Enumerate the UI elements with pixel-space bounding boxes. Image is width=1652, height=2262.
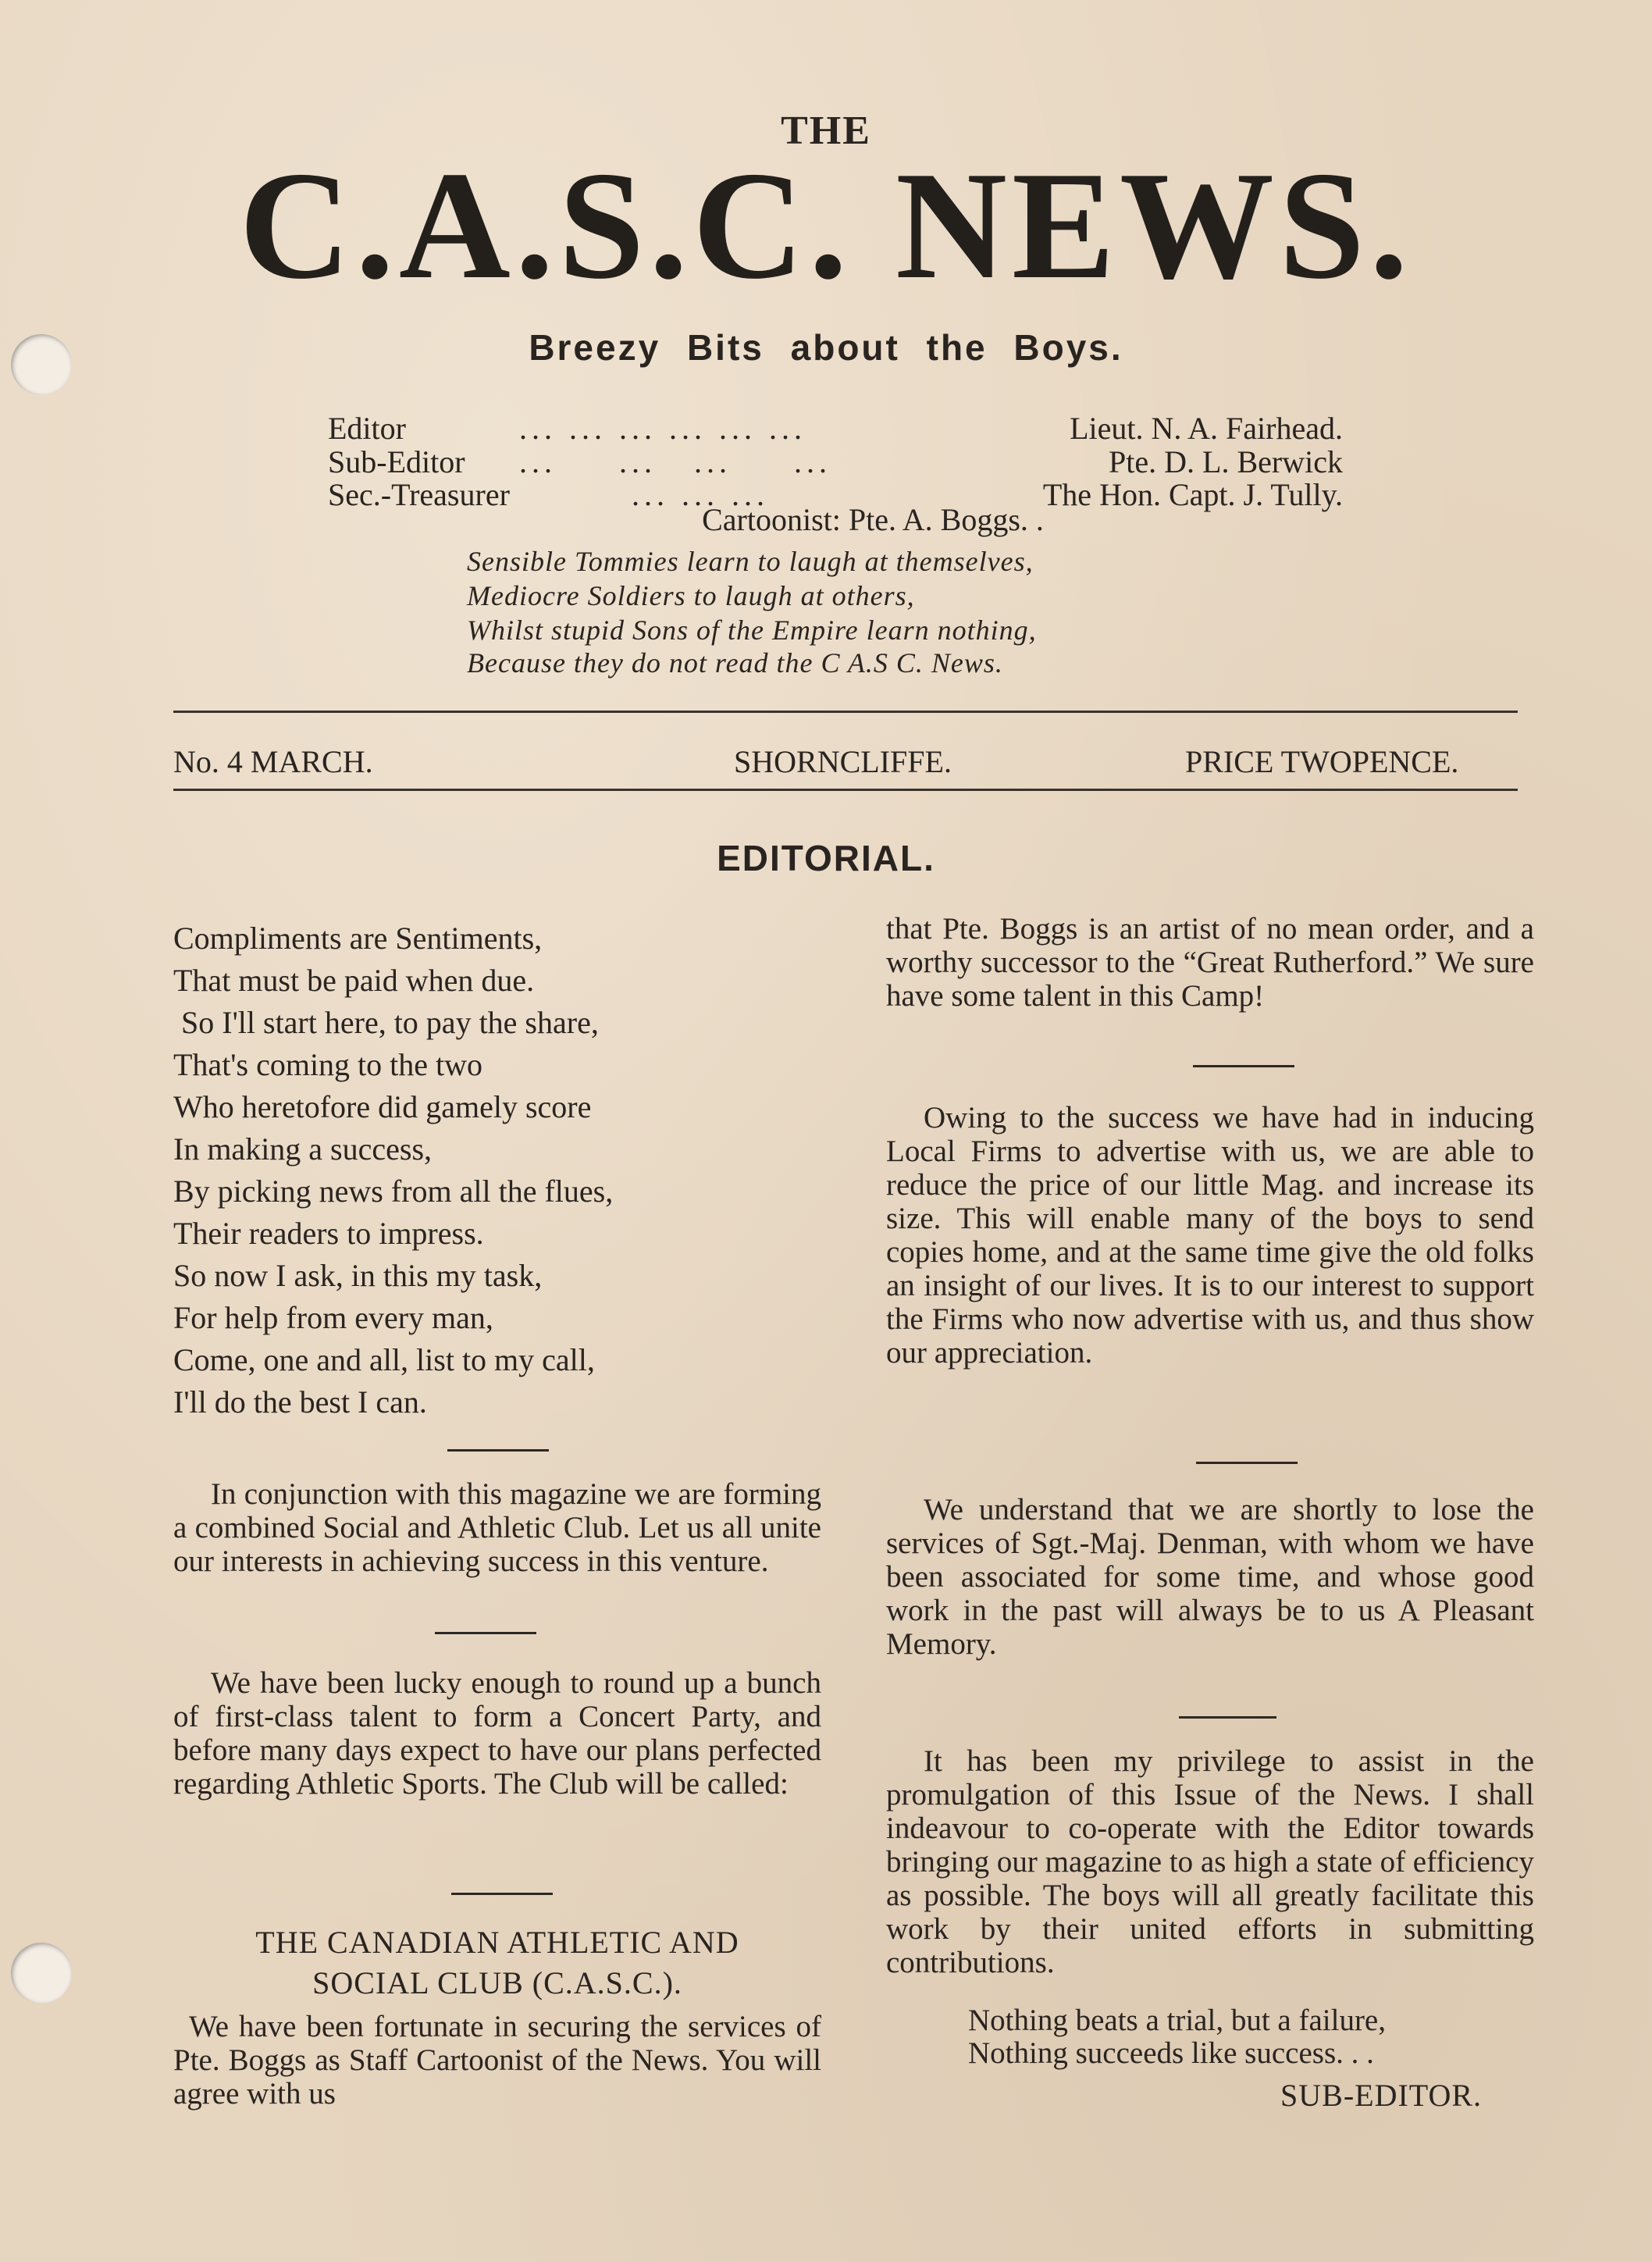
motto-line: Whilst stupid Sons of the Empire learn nothing, [467,614,1037,646]
club-name [173,1922,821,2004]
masthead-the: THE [781,109,871,153]
verse-line: In making a success, [173,1131,433,1167]
staff-name: Pte. D. L. Berwick [1109,444,1343,479]
verse-line: Their readers to impress. [173,1216,484,1251]
verse-line: Compliments are Sentiments, [173,921,543,956]
staff-name: The Hon. Capt. J. Tully. [1042,477,1343,512]
issue-number: No. 4 MARCH. [173,744,373,779]
rule-bottom [173,789,1518,791]
concert-paragraph [173,1666,821,1801]
motto-line: Mediocre Soldiers to laugh at others, [467,580,915,611]
verse-line: By picking news from all the flues, [173,1174,614,1209]
staff-leader-dots: ... ... ... ... [519,444,831,479]
separator [447,1449,549,1452]
paragraph-text: Owing to the success we have had in inducing Local Firms to advertise with us, we are able to reduce the price of our little Mag. and increase its size. This will enable many of the boys to send copies home, and at the same time give the old folks an insight of our lives. It is to our interest to support the Firms who now advertise with us, and thus show our appreciation. [886,1101,1534,1370]
punch-hole-bottom [11,1943,72,2004]
club-name-line: THE CANADIAN ATHLETIC AND [255,1925,739,1960]
staff-role: Sub-Editor [328,444,465,479]
verse-line: So now I ask, in this my task, [173,1258,543,1293]
separator [1193,1065,1294,1067]
paragraph-text: We have been fortunate in securing the services of Pte. Boggs as Staff Cartoonist of the News. You will agree with us [173,2010,821,2111]
privilege-paragraph [886,1744,1534,1979]
verse-line: Who heretofore did gamely score [173,1089,592,1124]
staff-leader-dots: ... ... ... ... ... ... [519,411,806,446]
paragraph-text: We understand that we are shortly to lose the services of Sgt.-Maj. Denman, with whom we have been associated for some time, and whose good work in the past will always be to us A Pleasant Memory. [886,1493,1534,1661]
boggs-paragraph-continued [886,912,1534,1013]
staff-role: Sec.-Treasurer [328,477,510,512]
verse-line: So I'll start here, to pay the share, [173,1005,599,1040]
boggs-paragraph [173,2010,821,2111]
club-paragraph [173,1477,821,1578]
tagline: Breezy Bits about the Boys. [529,327,1123,368]
club-name-line: SOCIAL CLUB (C.A.S.C.). [312,1965,682,2000]
signoff: SUB-EDITOR. [1280,2078,1483,2113]
rule-top [173,711,1518,713]
separator [1196,1462,1298,1464]
verse-line: That must be paid when due. [173,963,535,998]
staff-row-editor [320,410,1343,446]
paragraph-text: We have been lucky enough to round up a bunch of first-class talent to form a Concert Party, and before many days expect to have our plans perfected regarding Athletic Sports. The Club will be called: [173,1666,821,1801]
masthead-title: C.A.S.C. NEWS. [239,140,1413,311]
verse-line: For help from every man, [173,1300,493,1335]
issue-price: PRICE TWOPENCE. [1185,744,1459,779]
paragraph-text: In conjunction with this magazine we are forming a combined Social and Athletic Club. Let us all unite our interests in achieving success in this venture. [173,1477,821,1578]
cartoonist-credit: Cartoonist: Pte. A. Boggs. . [702,502,1044,537]
paragraph-text: that Pte. Boggs is an artist of no mean order, and a worthy successor to the “Great Rutherford.” We sure have some talent in this Camp! [886,912,1534,1013]
motto-line: Sensible Tommies learn to laugh at themselves, [467,546,1034,577]
couplet-line: Nothing succeeds like success. . . [968,2036,1374,2070]
couplet-line: Nothing beats a trial, but a failure, [968,2004,1386,2037]
issue-place: SHORNCLIFFE. [734,744,952,779]
staff-row-sub-editor [320,443,1343,479]
editorial-verse [173,917,821,1423]
staff-name: Lieut. N. A. Fairhead. [1070,411,1343,446]
denman-paragraph [886,1493,1534,1661]
verse-line: Come, one and all, list to my call, [173,1342,595,1377]
separator [1179,1716,1276,1719]
verse-line: That's coming to the two [173,1047,483,1082]
verse-line: I'll do the best I can. [173,1384,427,1420]
separator [451,1893,553,1895]
motto-line: Because they do not read the C A.S C. News. [467,647,1003,679]
firms-paragraph [886,1101,1534,1370]
staff-role: Editor [328,411,406,446]
editorial-title: EDITORIAL. [717,838,935,878]
staff-leader-dots: ... ... ... [519,477,769,512]
separator [435,1632,536,1634]
paragraph-text: It has been my privilege to assist in the promulgation of this Issue of the News. I shall indeavour to co-operate with the Editor towards bringing our magazine to as high a state of efficiency as possible. The boys will all greatly facilitate this work by their united efforts in submitting contributions. [886,1744,1534,1979]
